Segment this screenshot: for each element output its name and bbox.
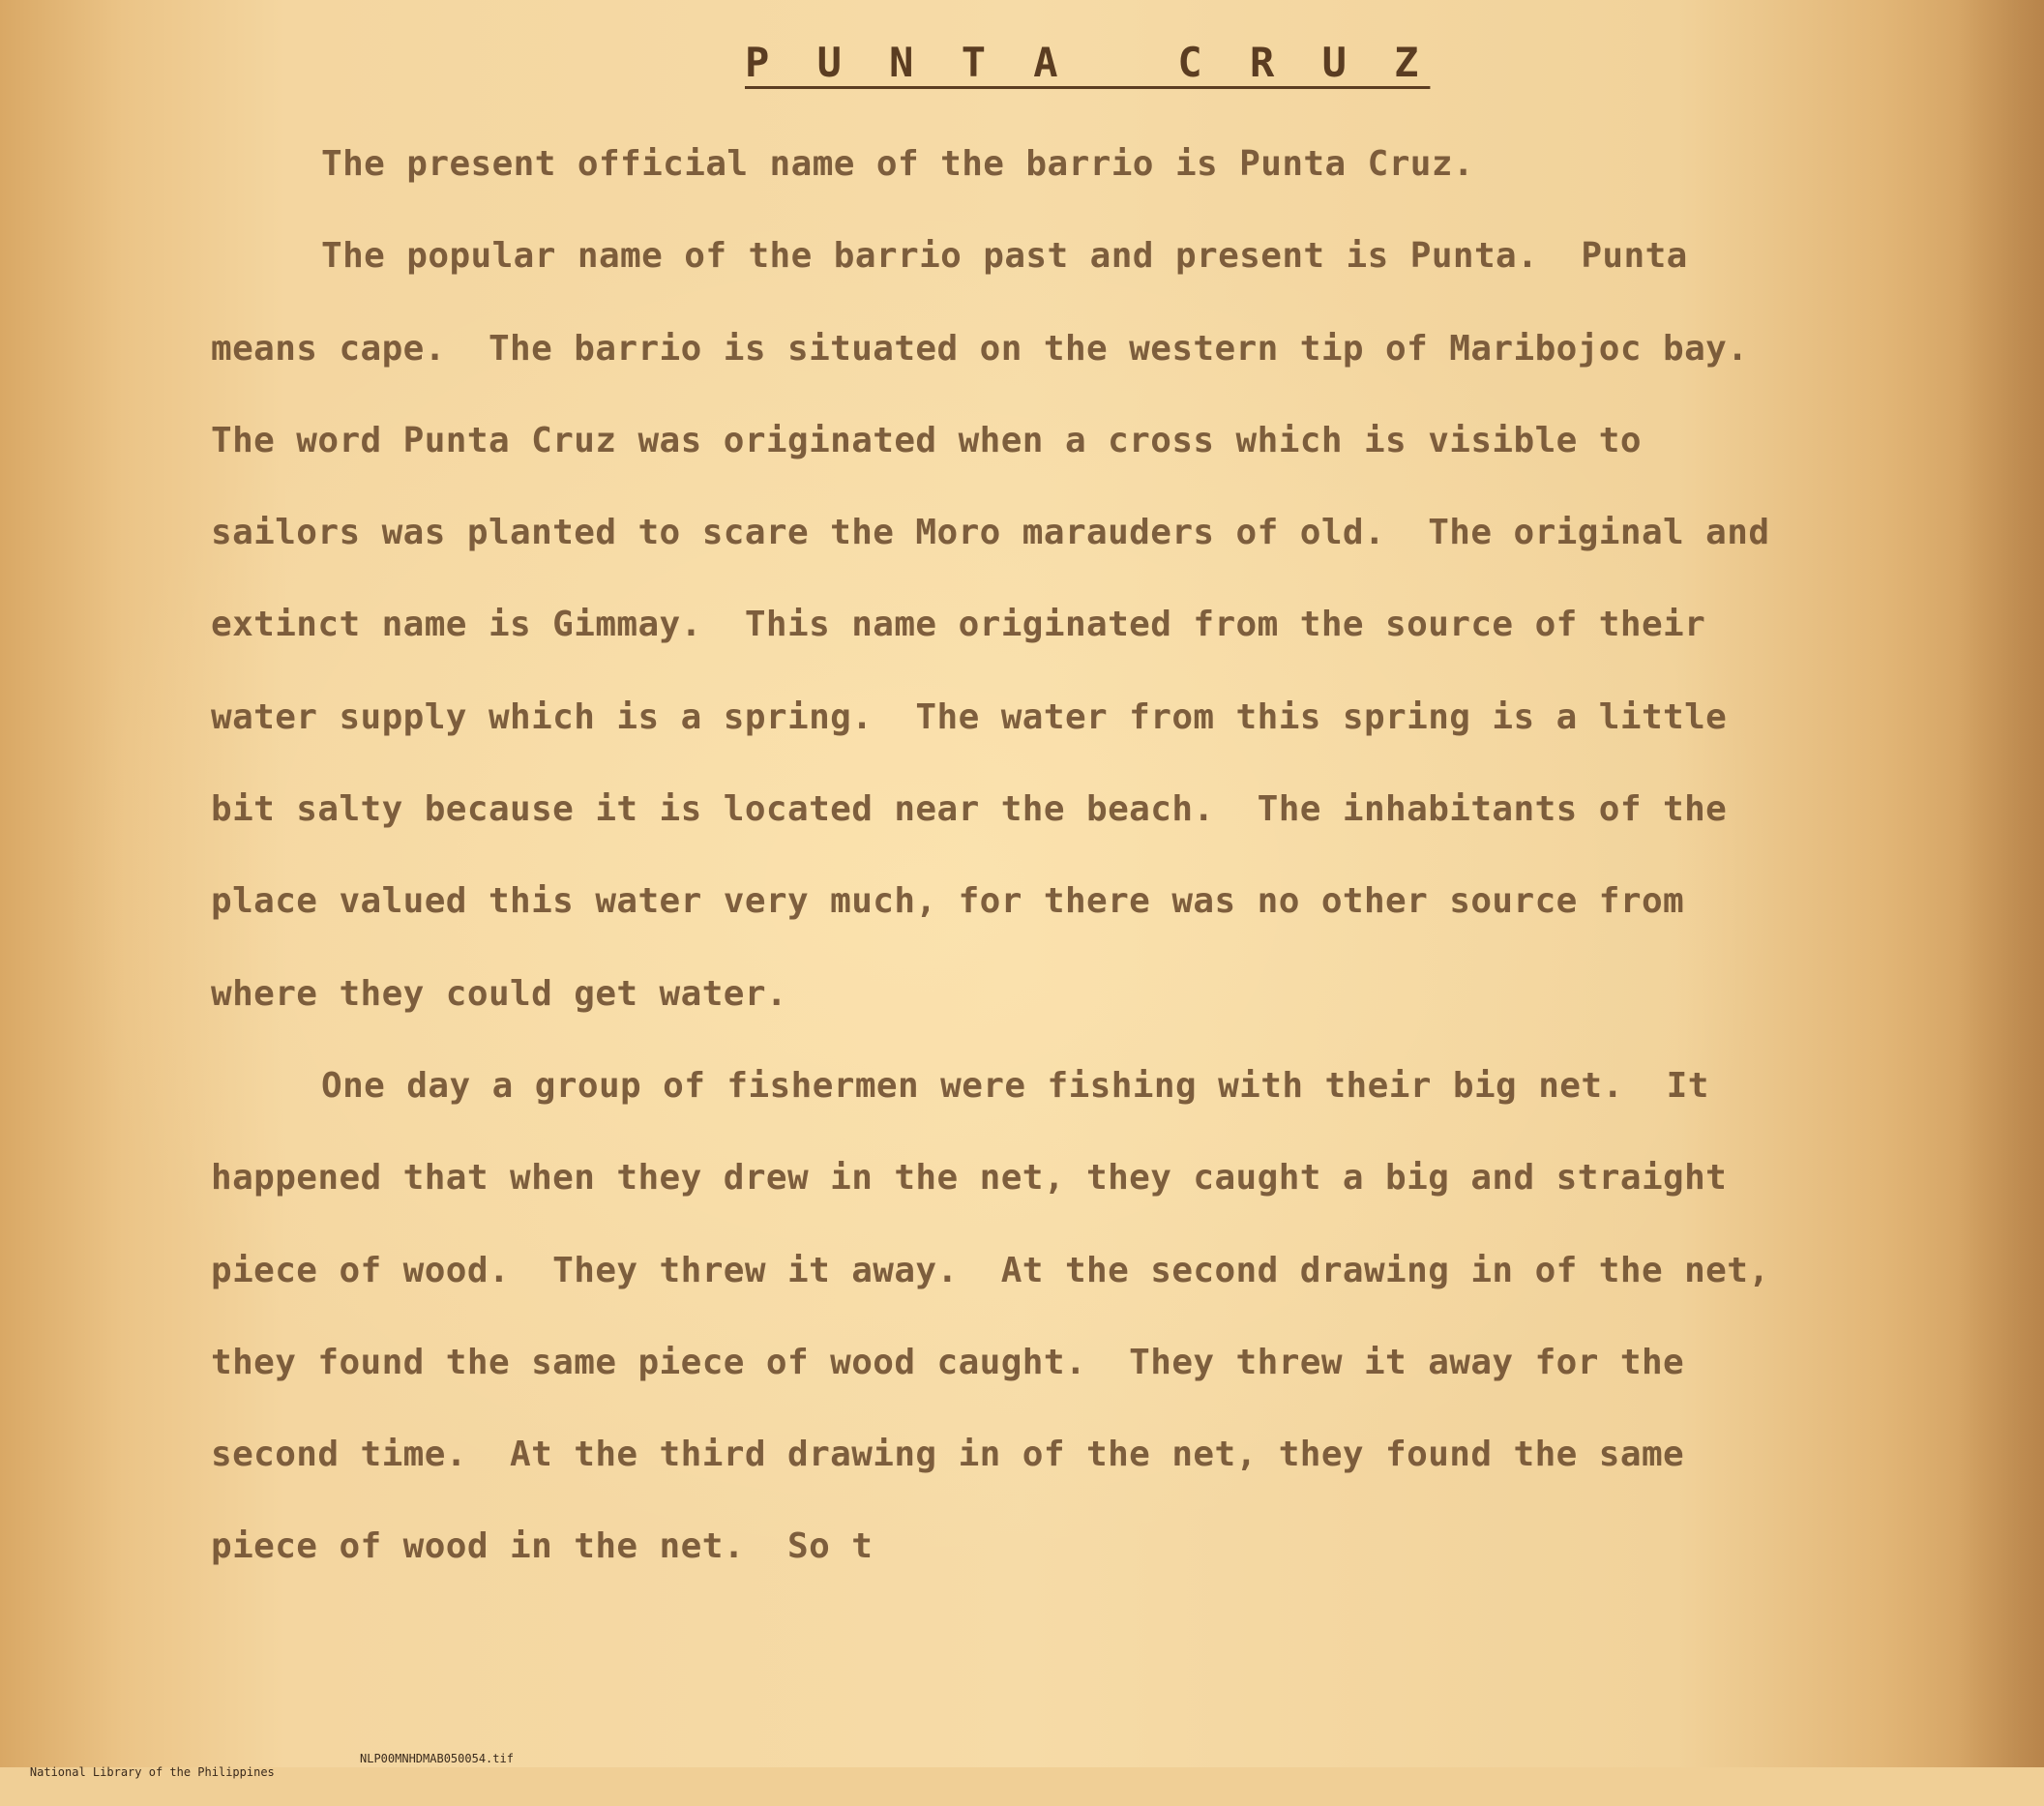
text-line: second time. At the third drawing in of the net, they found the same: [211, 1435, 1685, 1475]
footer-library: National Library of the Philippines: [29, 1765, 275, 1779]
footer-filename: NLP00MNHDMAB050054.tif: [360, 1752, 514, 1765]
text-line: where they could get water.: [211, 973, 787, 1014]
page-edge-shadow: [1957, 0, 2044, 1767]
document-title: P U N T A C R U Z: [745, 39, 1431, 86]
text-line: place valued this water very much, for there was no other source from: [211, 881, 1685, 922]
text-line: The present official name of the barrio is Punta Cruz.: [321, 144, 1474, 184]
text-line: extinct name is Gimmay. This name originated from the source of their: [211, 605, 1706, 645]
document-body: [211, 135, 1875, 1611]
text-line: happened that when they drew in the net, they caught a big and straight: [211, 1158, 1728, 1199]
text-line: The popular name of the barrio past and present is Punta. Punta: [321, 236, 1688, 277]
text-line: sailors was planted to scare the Moro marauders of old. The original and: [211, 513, 1770, 553]
text-line: One day a group of fishermen were fishing with their big net. It: [321, 1065, 1709, 1106]
scan-footer: [2, 1752, 514, 1806]
text-line: piece of wood. They threw it away. At the second drawing in of the net,: [211, 1250, 1770, 1290]
text-line: water supply which is a spring. The water from this spring is a little: [211, 696, 1728, 737]
text-line: The word Punta Cruz was originated when a cross which is visible to: [211, 420, 1642, 460]
text-line: they found the same piece of wood caught. They threw it away for the: [211, 1342, 1685, 1382]
text-line: piece of wood in the net. So t: [211, 1526, 874, 1567]
text-line: bit salty because it is located near the beach. The inhabitants of the: [211, 789, 1728, 830]
text-line: means cape. The barrio is situated on the western tip of Maribojoc bay.: [211, 328, 1749, 369]
